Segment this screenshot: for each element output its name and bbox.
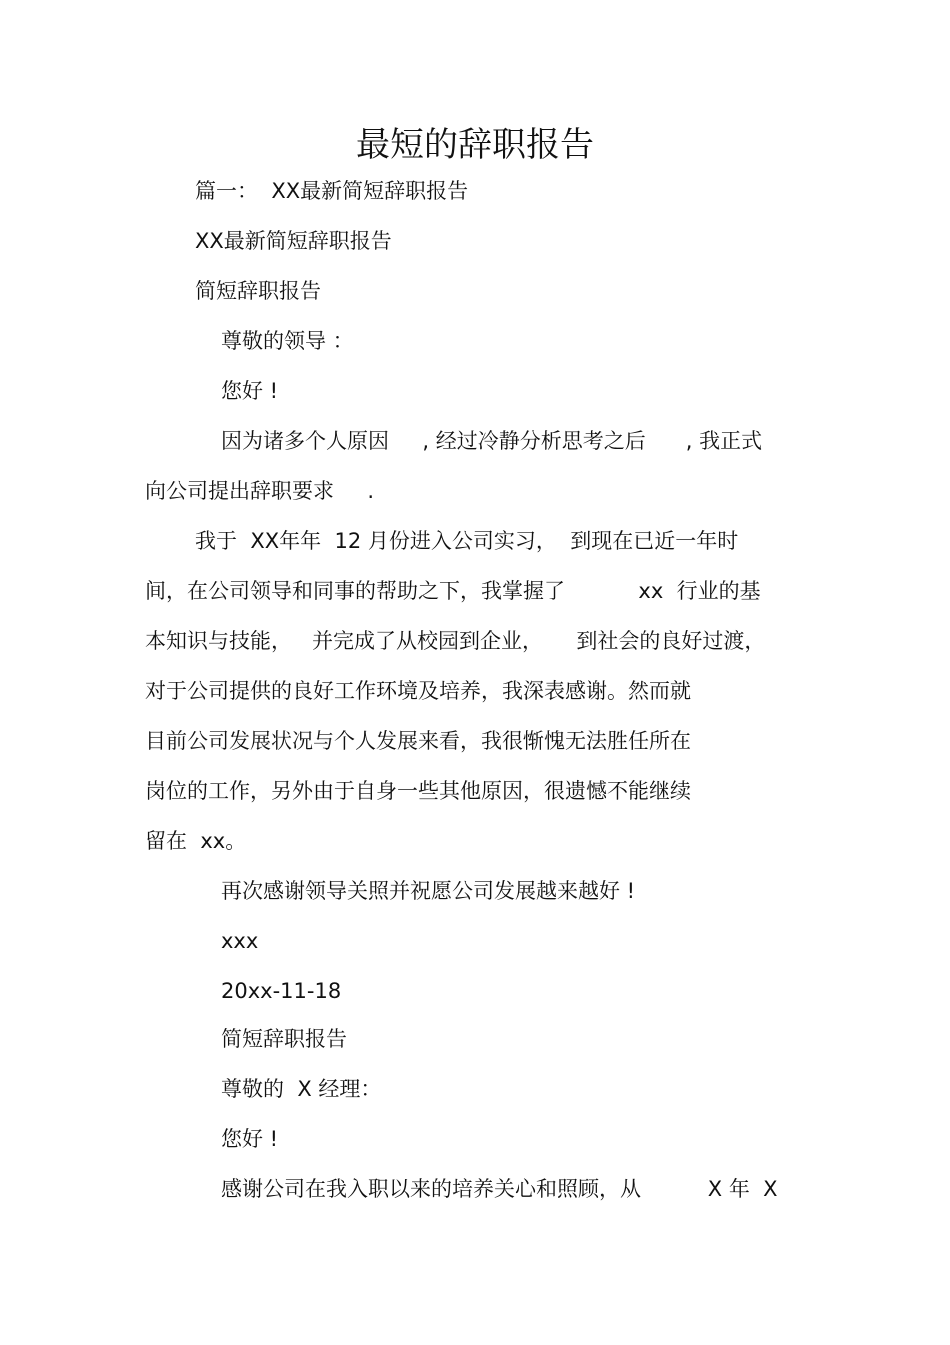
letter-heading: 简短辞职报告 bbox=[221, 1027, 347, 1051]
paragraph-line: 向公司提出辞职要求 . bbox=[145, 479, 375, 503]
letter-heading: 简短辞职报告 bbox=[195, 279, 321, 303]
greeting: 您好 ! bbox=[221, 379, 279, 403]
greeting: 您好 ! bbox=[221, 1127, 279, 1151]
paragraph-line: 本知识与技能， 并完成了从校园到企业， 到社会的良好过渡， bbox=[145, 629, 766, 653]
paragraph-line: 对于公司提供的良好工作环境及培养，我深表感谢。然而就 bbox=[145, 679, 691, 703]
date: 20xx-11-18 bbox=[221, 979, 342, 1003]
paragraph-line: 间，在公司领导和同事的帮助之下，我掌握了 xx 行业的基 bbox=[145, 579, 761, 603]
paragraph-line: 岗位的工作，另外由于自身一些其他原因，很遗憾不能继续 bbox=[145, 779, 691, 803]
paragraph-line: 留在 xx。 bbox=[145, 829, 247, 853]
salutation: 尊敬的 X 经理： bbox=[221, 1077, 382, 1101]
subheading: XX最新简短辞职报告 bbox=[195, 229, 392, 253]
document-title: 最短的辞职报告 bbox=[356, 125, 594, 165]
signature: xxx bbox=[221, 929, 259, 953]
salutation: 尊敬的领导 ： bbox=[221, 329, 354, 353]
paragraph-line: 感谢公司在我入职以来的培养关心和照顾，从 X 年 X bbox=[221, 1177, 778, 1201]
section-heading: 篇一： XX最新简短辞职报告 bbox=[195, 179, 469, 203]
paragraph-line: 我于 XX年年 12 月份进入公司实习， 到现在已近一年时 bbox=[195, 529, 739, 553]
closing-line: 再次感谢领导关照并祝愿公司发展越来越好 ! bbox=[221, 879, 636, 903]
paragraph-line: 因为诸多个人原因 , 经过冷静分析思考之后 , 我正式 bbox=[221, 429, 763, 453]
paragraph-line: 目前公司发展状况与个人发展来看，我很惭愧无法胜任所在 bbox=[145, 729, 691, 753]
